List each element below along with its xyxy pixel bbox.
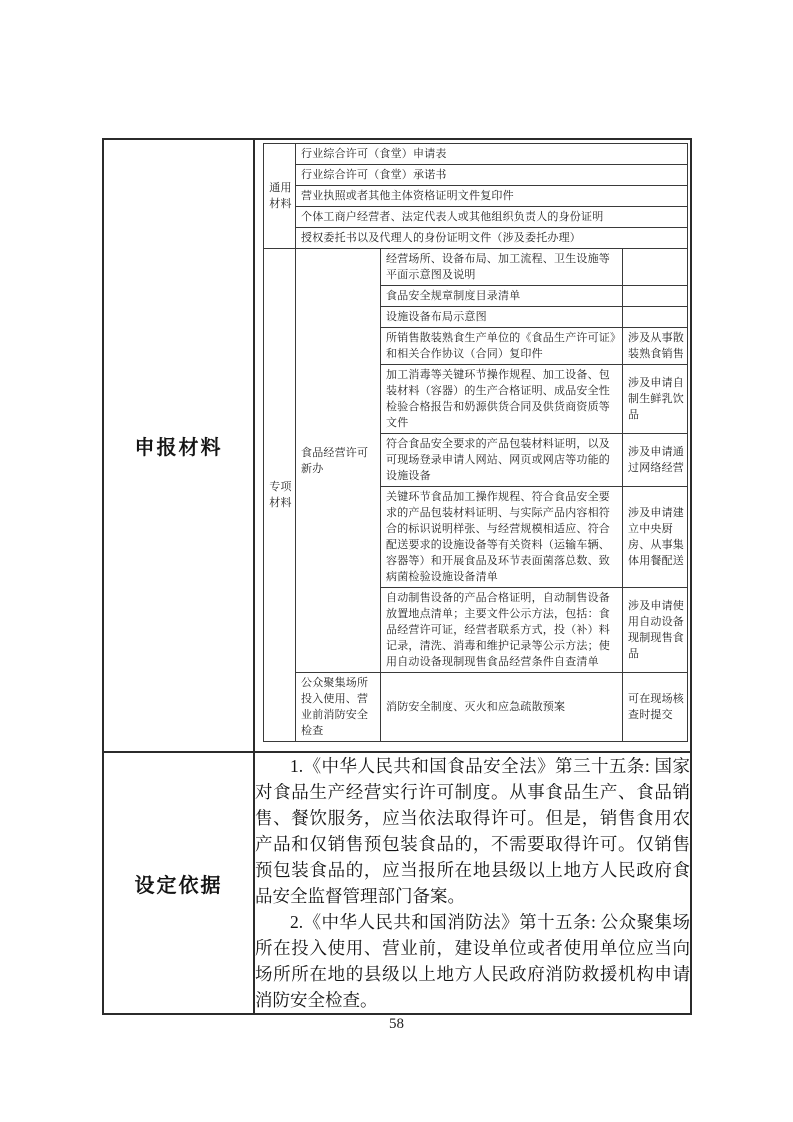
general-material-row — [264, 144, 688, 165]
basis-paragraph-fire-protection-law: 2.《中华人民共和国消防法》第十五条: 公众聚集场所在投入使用、营业前，建设单位或者使用单位应当向场所所在地的县级以上地方人民政府消防救援机构申请消防安全检查。 — [255, 912, 690, 1010]
row-label-application-materials: 申报材料 — [103, 139, 254, 752]
application-materials-row — [103, 139, 691, 752]
general-material-row — [264, 186, 688, 207]
general-material-row — [264, 165, 688, 186]
setting-basis-row — [103, 752, 691, 1014]
main-table — [102, 138, 692, 1015]
fire-inspection-row — [264, 673, 688, 742]
basis-paragraph-food-safety-law: 1.《中华人民共和国食品安全法》第三十五条: 国家对食品生产经营实行许可制度。从事食品生产、食品销售、餐饮服务，应当依法取得许可。但是，销售食用农产品和仅销售预包装食品的，不需要取得许可。仅销售预包装食品的，应当报所在地县级以上地方人民政府食品安全监督管理部门备案。 — [255, 756, 690, 906]
page-number: 58 — [389, 1016, 404, 1032]
main-table-wrapper — [102, 138, 692, 1015]
condition-note-cell: 可在现场核查时提交 — [623, 673, 688, 742]
materials-table — [263, 143, 688, 742]
special-material-row — [264, 249, 688, 286]
material-item-cell: 经营场所、设备布局、加工流程、卫生设施等平面示意图及说明 — [381, 249, 623, 286]
material-item-cell: 行业综合许可（食堂）申请表 — [296, 144, 688, 165]
material-item-cell: 自动制售设备的产品合格证明，自动制售设备放置地点清单；主要文件公示方法，包括：食品经营许可证，经营者联系方式，投（补）料记录，清洗、消毒和维护记录等公示方法；使用自动设备现制现售食品经营条件自查清单 — [381, 588, 623, 673]
condition-note-cell: 涉及申请使用自动设备现制现售食品 — [623, 588, 688, 673]
setting-basis-content-cell — [254, 752, 691, 1014]
material-item-cell: 个体工商户经营者、法定代表人或其他组织负责人的身份证明 — [296, 207, 688, 228]
fire-inspection-group-cell: 公众聚集场所投入使用、营业前消防安全检查 — [296, 673, 381, 742]
condition-note-cell — [623, 286, 688, 307]
general-material-row — [264, 228, 688, 249]
special-materials-category-cell: 专项材料 — [264, 249, 296, 742]
general-material-row — [264, 207, 688, 228]
material-item-cell: 行业综合许可（食堂）承诺书 — [296, 165, 688, 186]
material-item-cell: 营业执照或者其他主体资格证明文件复印件 — [296, 186, 688, 207]
material-item-cell: 所销售散装熟食生产单位的《食品生产许可证》和相关合作协议（合同）复印件 — [381, 328, 623, 365]
condition-note-cell — [623, 249, 688, 286]
new-license-group-cell: 食品经营许可新办 — [296, 249, 381, 673]
general-materials-category-cell: 通用材料 — [264, 144, 296, 249]
condition-note-cell: 涉及从事散装熟食销售 — [623, 328, 688, 365]
condition-note-cell: 涉及申请自制生鲜乳饮品 — [623, 365, 688, 434]
material-item-cell: 消防安全制度、灭火和应急疏散预案 — [381, 673, 623, 742]
condition-note-cell: 涉及申请建立中央厨房、从事集体用餐配送 — [623, 487, 688, 588]
row-label-setting-basis: 设定依据 — [103, 752, 254, 1014]
condition-note-cell: 涉及申请通过网络经营 — [623, 434, 688, 487]
material-item-cell: 食品安全规章制度目录清单 — [381, 286, 623, 307]
material-item-cell: 加工消毒等关键环节操作规程、加工设备、包装材料（容器）的生产合格证明、成品安全性检验合格报告和奶源供货合同及供货商资质等文件 — [381, 365, 623, 434]
application-materials-content-cell — [254, 139, 691, 752]
condition-note-cell — [623, 307, 688, 328]
material-item-cell: 关键环节食品加工操作规程、符合食品安全要求的产品包装材料证明、与实际产品内容相符合的标识说明样张、与经营规模相适应、符合配送要求的设施设备等有关资料（运输车辆、容器等）和开展食品及环节表面菌落总数、致病菌检验设施设备清单 — [381, 487, 623, 588]
material-item-cell: 授权委托书以及代理人的身份证明文件（涉及委托办理） — [296, 228, 688, 249]
material-item-cell: 设施设备布局示意图 — [381, 307, 623, 328]
material-item-cell: 符合食品安全要求的产品包装材料证明，以及可现场登录申请人网站、网页或网店等功能的设施设备 — [381, 434, 623, 487]
